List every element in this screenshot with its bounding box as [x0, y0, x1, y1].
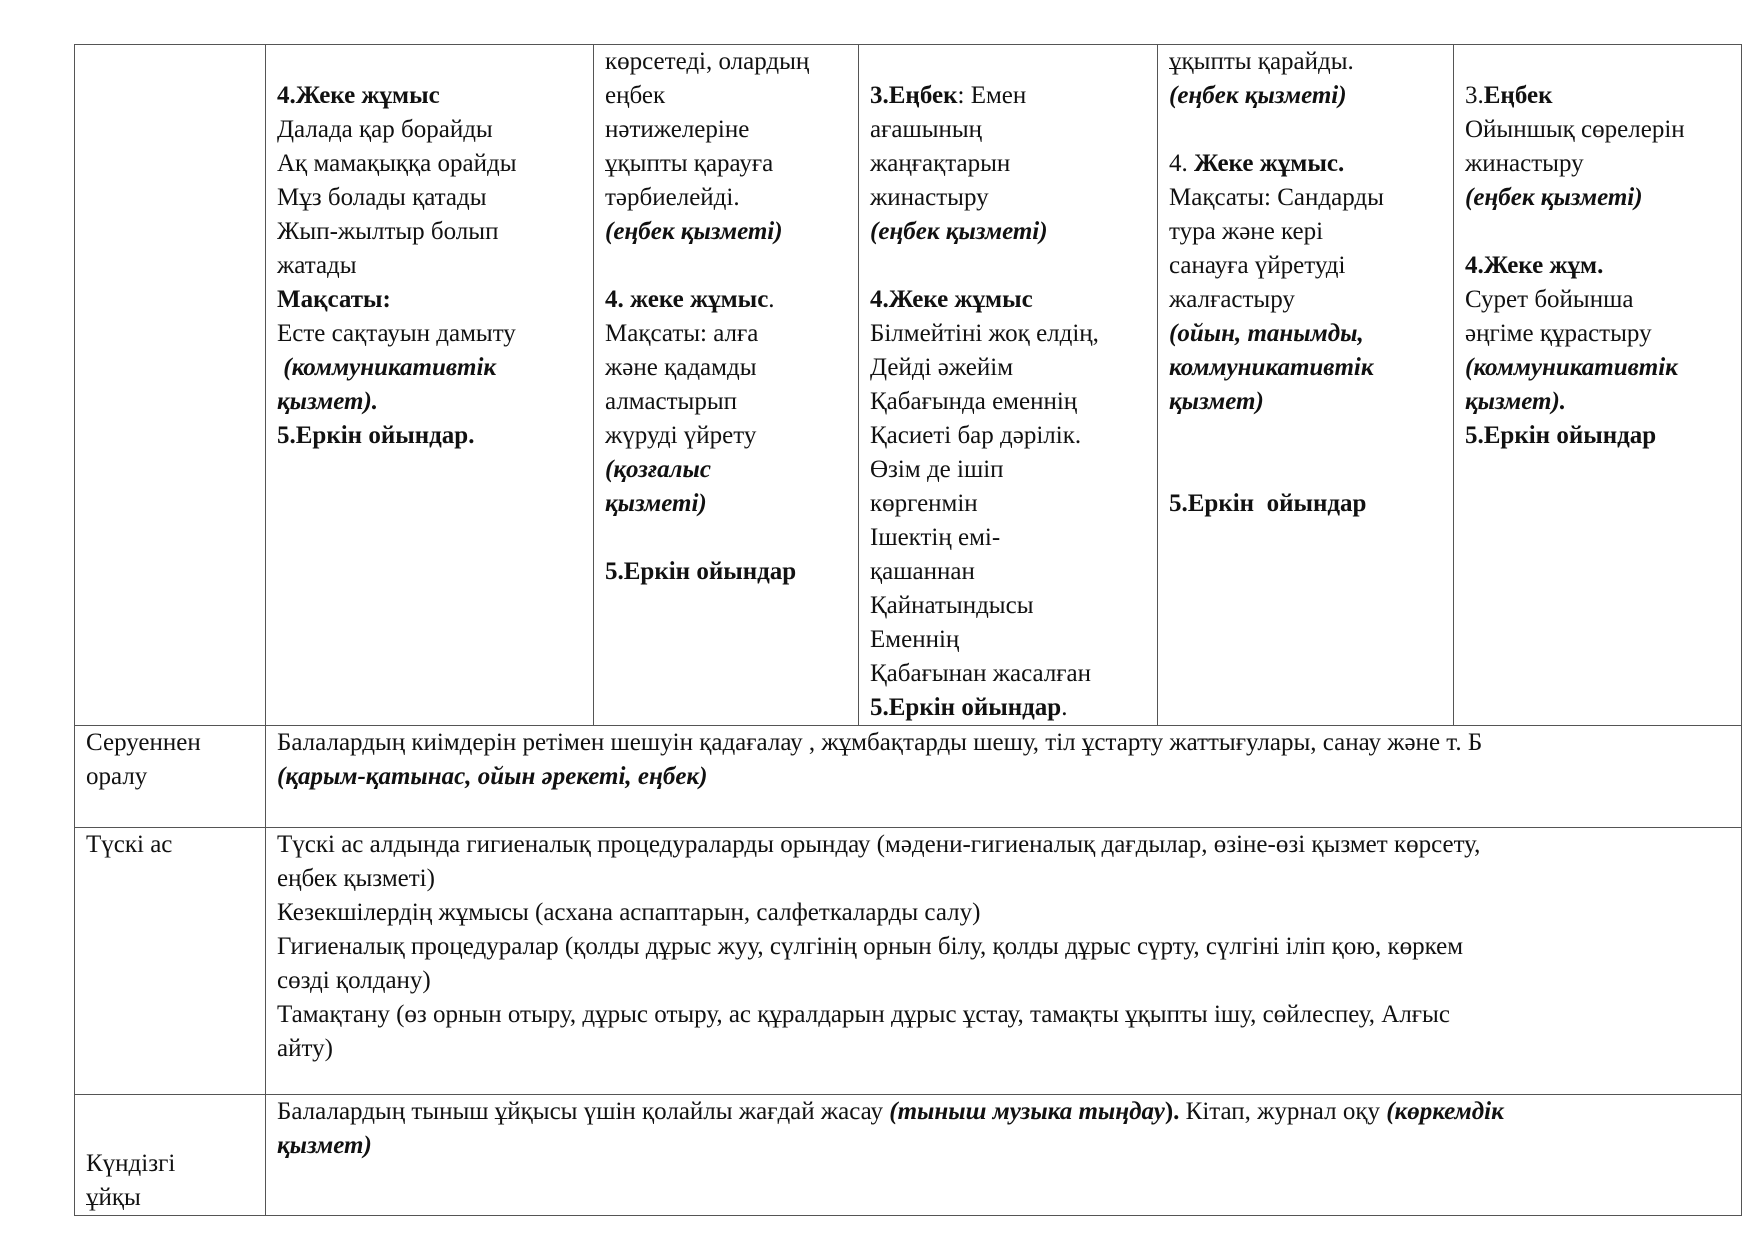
- text-line: жаңғақтарын: [870, 150, 1011, 177]
- activity-tag: (коммуникативтік: [283, 354, 497, 381]
- nap-row: [75, 1095, 1742, 1216]
- row-label: Серуеннен: [86, 729, 201, 756]
- free-play-heading: 5.Еркін ойындар: [1169, 490, 1367, 517]
- activity-tag: (қозғалыс: [605, 456, 711, 483]
- activity-tag: қызметі): [605, 490, 707, 517]
- poem-line: Қабағында еменнің: [870, 388, 1078, 415]
- task-heading: 4.Жеке жұм.: [1465, 252, 1604, 279]
- task-heading: 4.Жеке жұмыс: [277, 82, 440, 109]
- activity-tag: қызмет).: [277, 388, 379, 415]
- poem-line: Ішектің емі-: [870, 524, 1001, 551]
- text-line: Сурет бойынша: [1465, 286, 1634, 313]
- row-content-cell: [266, 828, 1742, 1095]
- row-text: сөзді қолдану): [277, 967, 431, 994]
- activity-tag: (қарым-қатынас, ойын әрекеті, еңбек): [277, 763, 708, 790]
- row-content-cell: [266, 726, 1742, 828]
- row-label: оралу: [86, 763, 148, 790]
- poem-line: жатады: [277, 252, 357, 279]
- activities-row: [75, 45, 1742, 726]
- goal-text: тура және кері: [1169, 218, 1324, 245]
- row-content-cell: [266, 1095, 1742, 1216]
- row-label: ұйқы: [86, 1184, 141, 1211]
- task-heading: 3.Еңбек: Емен: [870, 82, 1027, 109]
- poem-line: Мұз болады қатады: [277, 184, 487, 211]
- activity-tag: қызмет).: [1465, 388, 1567, 415]
- goal-text: Есте сақтауын дамыту: [277, 320, 516, 347]
- goal-text: Мақсаты: алға: [605, 320, 759, 347]
- activity-tag: қызмет): [1169, 388, 1264, 415]
- goal-heading: Мақсаты:: [277, 286, 391, 313]
- row-label: Күндізгі: [86, 1150, 176, 1177]
- row-label-cell: [75, 726, 266, 828]
- text-line: ұқыпты қарайды.: [1169, 48, 1354, 75]
- text-line: көрсетеді, олардың: [605, 48, 810, 75]
- text-line: тәрбиелейді.: [605, 184, 740, 211]
- goal-text: және қадамды: [605, 354, 757, 381]
- goal-text: алмастырып: [605, 388, 738, 415]
- free-play-heading: 5.Еркін ойындар.: [870, 694, 1068, 721]
- goal-text: санауға үйретуді: [1169, 252, 1346, 279]
- activity-tag: (ойын, танымды,: [1169, 320, 1364, 347]
- day-cell-2: [594, 45, 859, 726]
- activity-tag: (коммуникативтік: [1465, 354, 1678, 381]
- row-text: Түскі ас алдында гигиеналық процедураларды орындау (мәдени-гигиеналық дағдылар, өзіне-өзі қызмет көрсету,: [277, 831, 1481, 858]
- poem-line: Қабағынан жасалған: [870, 660, 1092, 687]
- text-line: жинастыру: [1465, 150, 1584, 177]
- free-play-heading: 5.Еркін ойындар: [605, 558, 797, 585]
- activity-tag: (еңбек қызметі): [1169, 82, 1347, 109]
- poem-line: Еменнің: [870, 626, 960, 653]
- text-line: ұқыпты қарауға: [605, 150, 774, 177]
- row-text: еңбек қызметі): [277, 865, 435, 892]
- task-heading: 3.Еңбек: [1465, 82, 1553, 109]
- row-text: айту): [277, 1035, 333, 1062]
- poem-line: Қайнатындысы: [870, 592, 1034, 619]
- poem-line: Дейді әжейім: [870, 354, 1014, 381]
- poem-line: Білмейтіні жоқ елдің,: [870, 320, 1099, 347]
- row-text: Тамақтану (өз орнын отыру, дұрыс отыру, ас құралдарын дұрыс ұстау, тамақты ұқыпты ішу, сөйлеспеу, Алғыс: [277, 1001, 1450, 1028]
- free-play-heading: 5.Еркін ойындар: [1465, 422, 1657, 449]
- goal-text: жүруді үйрету: [605, 422, 757, 449]
- task-heading: 4.Жеке жұмыс: [870, 286, 1033, 313]
- poem-line: Өзім де ішіп: [870, 456, 1004, 483]
- row-label: Түскі ас: [86, 831, 173, 858]
- row-label-cell: [75, 828, 266, 1095]
- text-line: Ойыншық сөрелерін: [1465, 116, 1685, 143]
- text-line: әңгіме құрастыру: [1465, 320, 1652, 347]
- activity-tag: коммуникативтік: [1169, 354, 1374, 381]
- poem-line: Ақ мамақыққа орайды: [277, 150, 517, 177]
- day-cell-5: [1454, 45, 1742, 726]
- day-cell-4: [1158, 45, 1454, 726]
- day-cell-3: [859, 45, 1158, 726]
- activity-tag: (еңбек қызметі): [870, 218, 1048, 245]
- schedule-table: [74, 44, 1742, 1216]
- lunch-row: [75, 828, 1742, 1095]
- activity-tag: қызмет): [277, 1132, 372, 1159]
- poem-line: Қасиеті бар дәрілік.: [870, 422, 1082, 449]
- activity-tag: (еңбек қызметі): [1465, 184, 1643, 211]
- return-from-walk-row: [75, 726, 1742, 828]
- text-line: еңбек: [605, 82, 666, 109]
- row-label-cell: [75, 45, 266, 726]
- row-text: Балалардың тыныш ұйқысы үшін қолайлы жағдай жасау (тыныш музыка тыңдау). Кітап, журнал оқу (көркемдік: [277, 1098, 1504, 1125]
- text-line: жинастыру: [870, 184, 989, 211]
- text-line: ағашының: [870, 116, 983, 143]
- activity-tag: (еңбек қызметі): [605, 218, 783, 245]
- poem-line: Жып-жылтыр болып: [277, 218, 499, 245]
- goal-text: жалғастыру: [1169, 286, 1295, 313]
- goal-text: Мақсаты: Сандарды: [1169, 184, 1384, 211]
- poem-line: қашаннан: [870, 558, 975, 585]
- day-cell-1: [266, 45, 594, 726]
- row-text: Кезекшілердің жұмысы (асхана аспаптарын, салфеткаларды салу): [277, 899, 981, 926]
- task-heading: 4. жеке жұмыс.: [605, 286, 775, 313]
- row-text: Гигиеналық процедуралар (қолды дұрыс жуу, сүлгінің орнын білу, қолды дұрыс сүрту, сүлгіні іліп қою, көркем: [277, 933, 1464, 960]
- poem-line: Далада қар борайды: [277, 116, 493, 143]
- task-heading: 4. Жеке жұмыс.: [1169, 150, 1345, 177]
- row-text: Балалардың киімдерін ретімен шешуін қадағалау , жұмбақтарды шешу, тіл ұстарту жаттығулары, санау және т. Б: [277, 729, 1483, 756]
- row-label-cell: [75, 1095, 266, 1216]
- poem-line: көргенмін: [870, 490, 978, 517]
- free-play-heading: 5.Еркін ойындар.: [277, 422, 475, 449]
- text-line: нәтижелеріне: [605, 116, 750, 143]
